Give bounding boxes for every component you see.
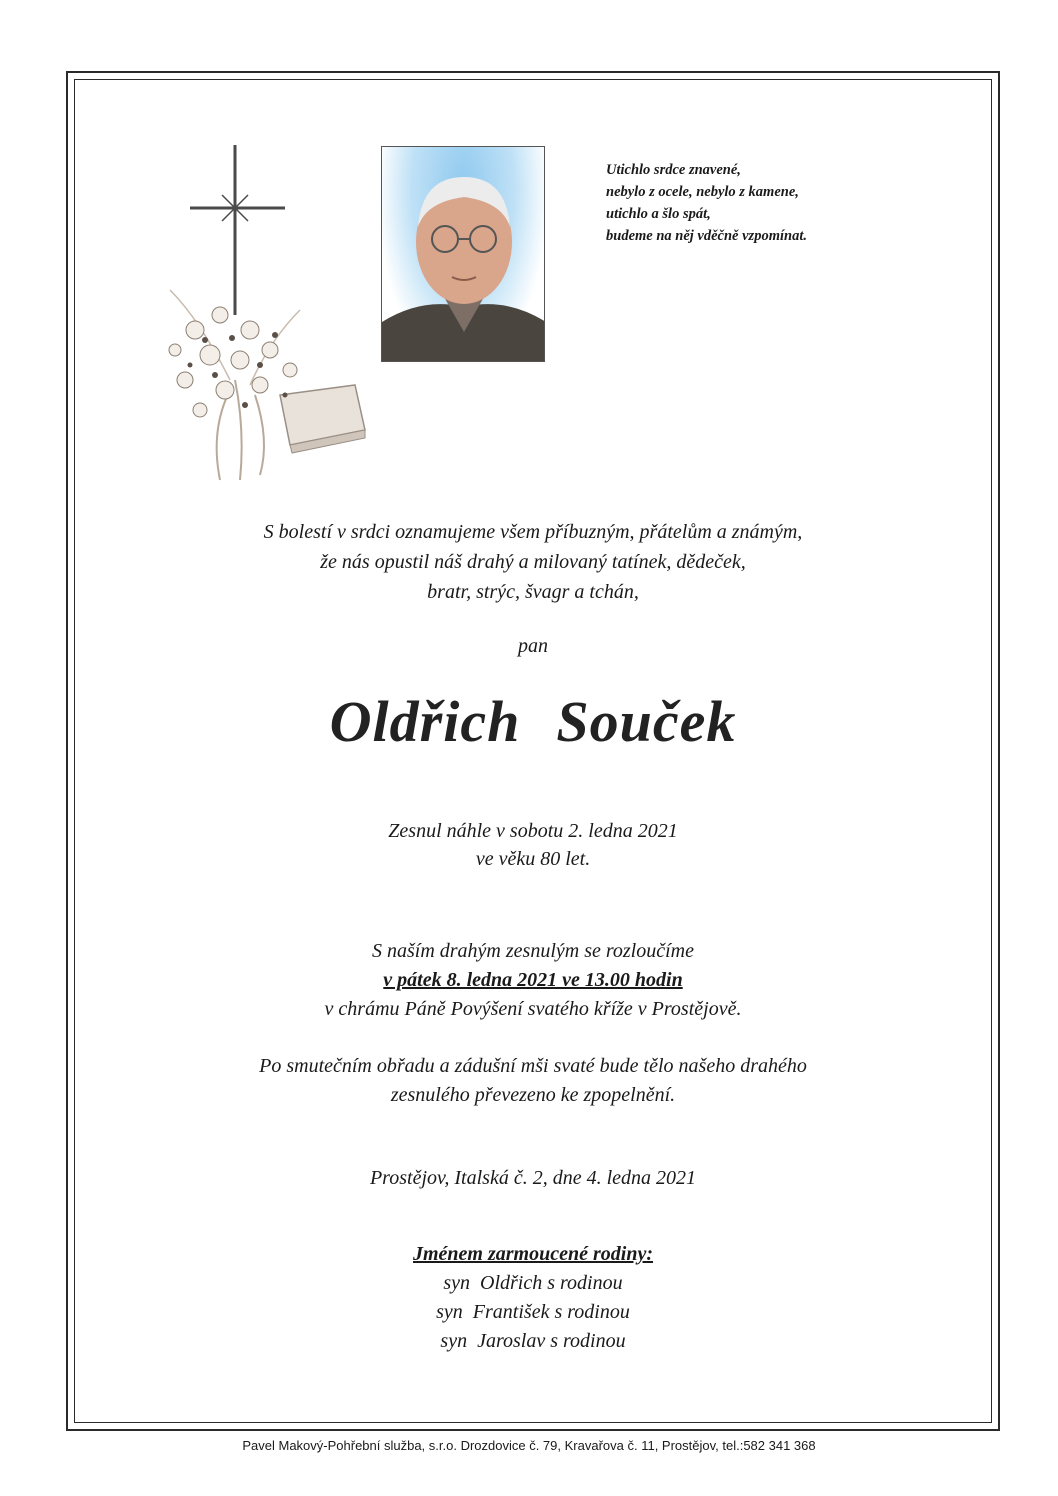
death-info — [74, 817, 992, 873]
ceremony-datetime: v pátek 8. ledna 2021 ve 13.00 hodin — [383, 969, 683, 991]
poem-line: utichlo a šlo spát, — [606, 206, 711, 222]
first-name: Oldřich — [329, 689, 521, 754]
place-date: Prostějov, Italská č. 2, dne 4. ledna 2021 — [369, 1167, 697, 1189]
poem-line: nebylo z ocele, nebylo z kamene, — [606, 184, 799, 200]
death-line: ve věku 80 let. — [475, 848, 591, 870]
after-line: zesnulého převezeno ke zpopelnění. — [390, 1084, 676, 1106]
death-line: Zesnul náhle v sobotu 2. ledna 2021 — [388, 820, 678, 842]
family-member: syn Oldřich s rodinou — [443, 1272, 623, 1294]
announcement-intro — [74, 517, 992, 607]
family-signature — [74, 1240, 992, 1356]
funeral-service-footer: Pavel Makový-Pohřební služba, s.r.o. Drozdovice č. 79, Kravařova č. 11, Prostějov, tel.:582 341 368 — [242, 1438, 816, 1453]
salutation: pan — [518, 635, 548, 657]
after-line: Po smutečním obřadu a zádušní mši svaté bude tělo našeho drahého — [259, 1055, 807, 1077]
family-member: syn František s rodinou — [436, 1301, 630, 1323]
ceremony-info — [74, 937, 992, 1024]
family-member: syn Jaroslav s rodinou — [440, 1330, 626, 1352]
poem-line: Utichlo srdce znavené, — [606, 162, 741, 178]
poem-line: budeme na něj vděčně vzpomínat. — [606, 228, 807, 244]
intro-line: bratr, strýc, švagr a tchán, — [427, 581, 639, 603]
ceremony-intro: S naším drahým zesnulým se rozloučíme — [371, 940, 694, 962]
deceased-name — [74, 688, 992, 755]
portrait-photo — [381, 146, 545, 362]
last-name: Souček — [556, 689, 737, 754]
intro-line: že nás opustil náš drahý a milovaný tatínek, dědeček, — [320, 551, 746, 573]
intro-line: S bolestí v srdci oznamujeme všem příbuzným, přátelům a známým, — [263, 521, 803, 543]
cross-flowers-book-icon — [150, 140, 370, 485]
after-ceremony — [74, 1052, 992, 1110]
poem — [606, 159, 807, 247]
family-heading: Jménem zarmoucené rodiny: — [413, 1243, 653, 1265]
ceremony-location: v chrámu Páně Povýšení svatého kříže v Prostějově. — [324, 998, 742, 1020]
